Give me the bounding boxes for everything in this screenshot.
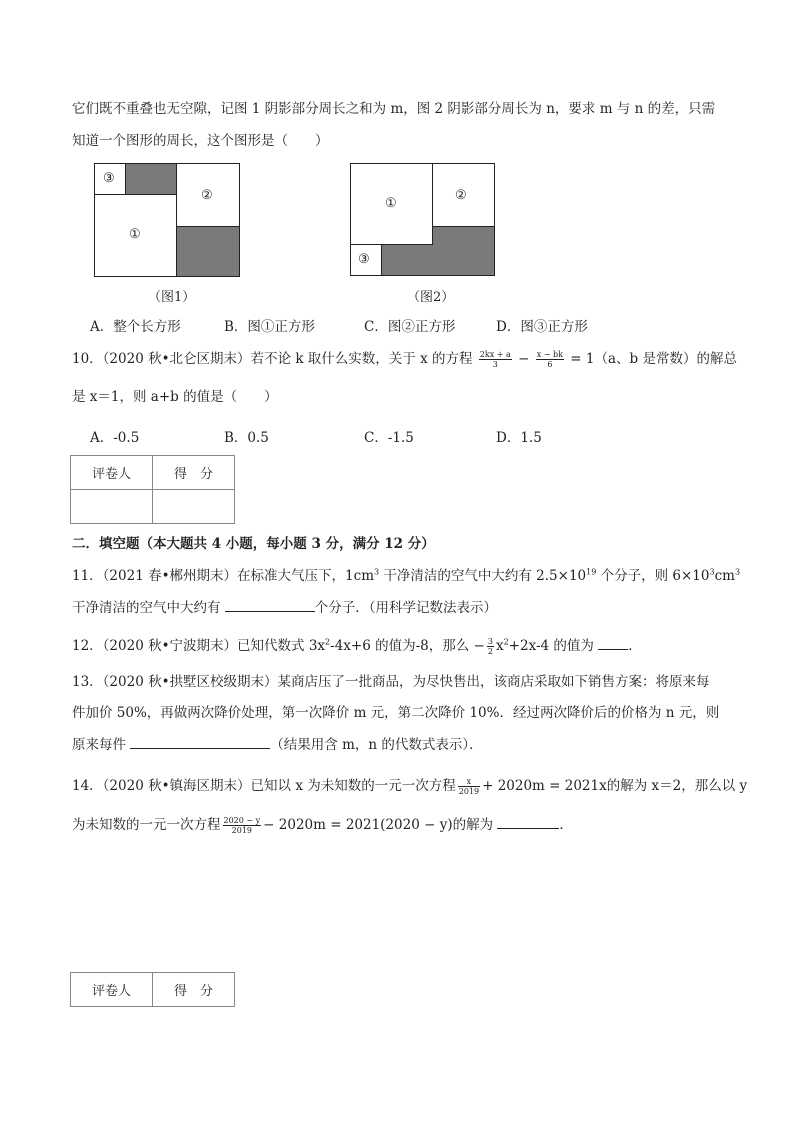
q10-line-1 (72, 350, 737, 369)
q10-option-a: A．-0.5 (90, 430, 140, 446)
q12-frac-num: 3 (487, 637, 493, 646)
q10-option-d: D．1.5 (496, 430, 542, 446)
q14-text-b: + 2020m = 2021x的解为 x＝2，那么以 y (482, 778, 748, 794)
q11-line-2 (72, 598, 497, 617)
q11-answer-blank[interactable] (225, 598, 315, 612)
q9-option-a: A．整个长方形 (90, 319, 181, 335)
q11-sup-3: 3 (709, 567, 715, 577)
score-table-2-grader-header: 评卷人 (71, 973, 153, 1007)
fig1-shaded-top (125, 164, 176, 195)
q12-text-c: x (495, 638, 504, 654)
q12-text-d: +2x-4 的值为 (508, 638, 599, 654)
score-table-score-header: 得 分 (153, 456, 235, 490)
score-table-2-score-header: 得 分 (153, 973, 235, 1007)
q10-frac1-num: 2kx + a (479, 350, 511, 359)
q14-fraction-2 (223, 816, 262, 835)
q14-frac2-den: 2019 (231, 826, 253, 835)
score-table-2 (70, 972, 235, 1007)
q14-text-a: 14．（2020 秋•镇海区期末）已知以 x 为未知数的一元一次方程 (72, 778, 456, 794)
q14-text-e: ． (559, 817, 573, 833)
q10-frac1-den: 3 (492, 360, 498, 369)
q9-option-b: B．图①正方形 (224, 319, 315, 335)
q10-fraction-2 (536, 350, 564, 369)
q13-line3-text-a: 原来每件 (72, 737, 131, 753)
q14-answer-blank[interactable] (497, 815, 559, 829)
q11-sup-4: 3 (734, 567, 741, 577)
fig2-caption: （图2） (407, 290, 455, 305)
q12-line (72, 636, 642, 656)
q12-frac-den: 2 (487, 647, 493, 656)
q9-option-c: C．图②正方形 (364, 319, 456, 335)
figure-1 (94, 163, 240, 277)
q10-fraction-1 (479, 350, 512, 369)
intro-line-1: 它们既不重叠也无空隙，记图 1 阴影部分周长之和为 m，图 2 阴影部分周长为 n，要求 m 与 n 的差，只需 (72, 101, 716, 117)
q11-text-c: 个分子，则 6×10 (596, 568, 710, 584)
q12-text-a: 12．（2020 秋•宁波期末）已知代数式 3x (72, 638, 326, 654)
q10-option-c: C．-1.5 (364, 430, 414, 446)
q12-text-b: -4x+6 的值为-8，那么 − (330, 638, 485, 654)
q11-line2-text-b: 个分子．（用科学记数法表示） (314, 600, 498, 616)
score-table-1 (70, 455, 235, 524)
q10-line-2: 是 x＝1，则 a+b 的值是（ ） (72, 389, 278, 405)
q14-frac1-den: 2019 (458, 787, 480, 796)
q12-text-e: ． (628, 638, 642, 654)
q11-text-a: 11．（2021 春•郴州期末）在标准大气压下，1cm (72, 568, 374, 584)
fig1-label-2: ② (201, 188, 213, 203)
q14-line-2 (72, 815, 573, 835)
q11-text-b: 干净清洁的空气中大约有 2.5×10 (379, 568, 587, 584)
fig1-label-3: ③ (103, 171, 115, 186)
q13-line3-text-b: （结果用含 m，n 的代数式表示）． (270, 737, 483, 753)
fig2-label-1: ① (385, 196, 397, 211)
fig1-caption: （图1） (148, 290, 196, 305)
q11-text-d: cm (714, 568, 735, 584)
fig1-shaded-bottom-right (176, 226, 239, 276)
q11-sup-1: 3 (374, 567, 380, 577)
score-table-grader-cell[interactable] (71, 490, 153, 524)
q11-sup-2: 19 (586, 567, 597, 577)
q13-line-1: 13．（2020 秋•拱墅区校级期末）某商店压了一批商品，为尽快售出，该商店采取如下销售方案：将原来每 (72, 674, 710, 690)
q10-prefix: 10．（2020 秋•北仑区期末）若不论 k 取什么实数，关于 x 的方程 (72, 351, 473, 367)
q13-answer-blank[interactable] (130, 735, 270, 749)
fig2-label-2: ② (455, 188, 467, 203)
q10-minus: − (518, 351, 530, 367)
score-table-score-cell[interactable] (153, 490, 235, 524)
section-2-title: 二．填空题（本大题共 4 小题，每小题 3 分，满分 12 分） (72, 536, 435, 552)
q14-frac2-num: 2020 − y (223, 816, 261, 825)
q9-option-d: D．图③正方形 (496, 319, 588, 335)
q12-answer-blank[interactable] (598, 636, 628, 650)
fig2-label-3: ③ (358, 252, 370, 267)
q14-line-1 (72, 777, 747, 796)
q10-suffix: = 1（a、b 是常数）的解总 (570, 351, 737, 367)
q10-option-b: B．0.5 (224, 430, 269, 446)
q11-line2-text-a: 干净清洁的空气中大约有 (72, 600, 225, 616)
q13-line-3 (72, 735, 483, 754)
figure-2 (350, 163, 495, 276)
q11-line-1 (72, 567, 740, 585)
q12-sup-1: 2 (325, 637, 331, 647)
q14-text-c: 为未知数的一元一次方程 (72, 817, 221, 833)
q14-fraction-1 (458, 777, 480, 796)
q10-frac2-num: x − bk (536, 350, 563, 359)
fig1-label-1: ① (129, 227, 141, 242)
q12-sup-2: 2 (503, 637, 509, 647)
q13-line-2: 件加价 50%，再做两次降价处理，第一次降价 m 元，第二次降价 10%．经过两次降价后的价格为 n 元，则 (72, 705, 720, 721)
q10-frac2-den: 6 (547, 360, 553, 369)
intro-line-2: 知道一个图形的周长，这个图形是（ ） (72, 133, 329, 149)
q14-text-d: − 2020m = 2021(2020 − y)的解为 (263, 817, 498, 833)
score-table-grader-header: 评卷人 (71, 456, 153, 490)
q14-frac1-num: x (458, 777, 480, 787)
q12-fraction (487, 637, 494, 656)
